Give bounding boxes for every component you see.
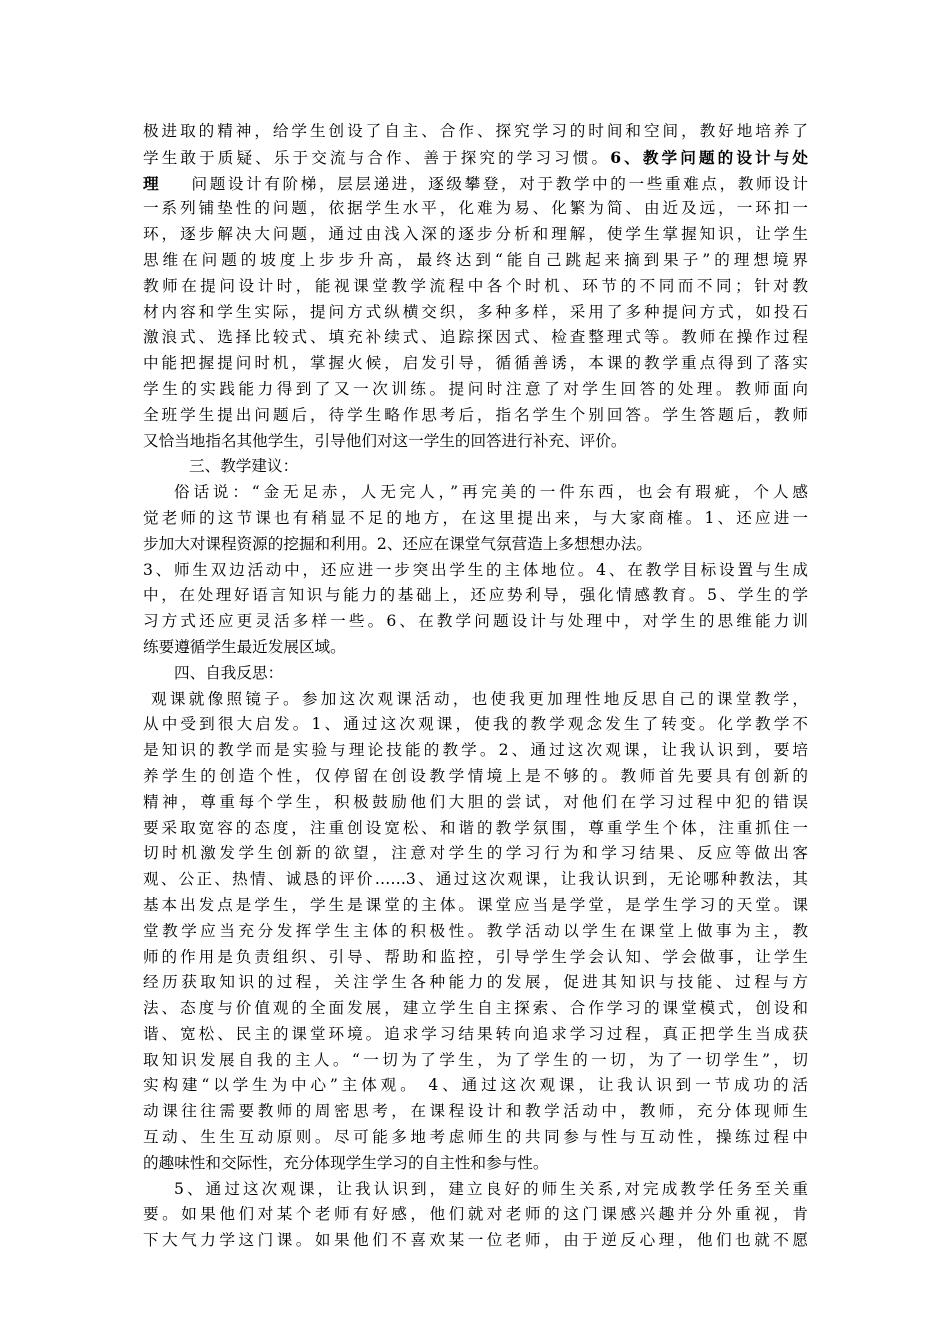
text-line <box>143 454 808 480</box>
text-line <box>143 764 808 790</box>
text-fragment: 精神，尊重每个学生，积极鼓励他们大胆的尝试，对他们在学习过程中犯的错误 <box>143 792 808 811</box>
text-fragment: 环，逐步解决大问题，通过由浅入深的逐步分析和理解，使学生掌握知识，让学生 <box>143 225 808 244</box>
text-line <box>143 661 808 687</box>
text-fragment: 互动、生生互动原则。尽可能多地考虑师生的共同参与性与互动性，操练过程中 <box>143 1128 808 1147</box>
text-fragment: 思维在问题的坡度上步步升高，最终达到“能自己跳起来摘到果子”的理想境界 <box>143 250 808 269</box>
text-fragment: 步加大对课程资源的挖掘和利用。2、还应在课堂气氛营造上多想想办法。 <box>143 534 652 553</box>
text-line <box>143 506 808 532</box>
text-fragment: 基本出发点是学生，学生是课堂的主体。课堂应当是学堂，是学生学习的天堂。课 <box>143 895 808 914</box>
text-fragment: 经历获取知识的过程，关注学生各种能力的发展，促进其知识与技能、过程与方 <box>143 973 808 992</box>
text-fragment: 学生的实践能力得到了又一次训练。提问时注意了对学生回答的处理。教师面向 <box>143 379 808 398</box>
text-fragment: 要。如果他们对某个老师有好感，他们就对老师的这门课感兴趣并分外重视，肯 <box>143 1205 808 1224</box>
text-fragment: 俗话说：“金无足赤，人无完人，”再完美的一件东西，也会有瑕疵，个人感 <box>174 483 808 502</box>
text-line <box>143 1099 808 1125</box>
text-line <box>143 1228 808 1254</box>
text-fragment: 5、通过这次观课，让我认识到，建立良好的师生关系,对完成教学任务至关重 <box>174 1179 808 1198</box>
text-line <box>143 738 808 764</box>
text-line <box>143 1151 808 1177</box>
text-line <box>143 919 808 945</box>
text-line <box>143 996 808 1022</box>
text-fragment: 的趣味性和交际性，充分体现学生学习的自主性和参与性。 <box>143 1153 549 1172</box>
text-fragment: 三、教学建议： <box>189 457 299 476</box>
text-line <box>143 970 808 996</box>
text-line <box>143 532 808 558</box>
text-line <box>143 1022 808 1048</box>
text-fragment: 觉老师的这节课也有稍显不足的地方，在这里提出来，与大家商榷。1、还应进一 <box>143 508 808 527</box>
text-fragment: 教师在提问设计时，能视课堂教学流程中各个时机、环节的不同而不同；针对教 <box>143 276 808 295</box>
text-line <box>143 196 808 222</box>
text-fragment: 一系列铺垫性的问题，依据学生水平，化难为易、化繁为简、由近及远，一环扣一 <box>143 199 808 218</box>
text-line <box>143 119 808 145</box>
text-fragment: 四、自我反思： <box>174 663 284 682</box>
text-line <box>143 248 808 274</box>
text-fragment: 观课就像照镜子。参加这次观课活动，也使我更加理性地反思自己的课堂教学， <box>151 689 808 708</box>
text-fragment: 激浪式、选择比较式、填充补续式、追踪探因式、检查整理式等。教师在操作过程 <box>143 328 808 347</box>
text-fragment: 极进取的精神，给学生创设了自主、合作、探究学习的时间和空间，教好地培养了 <box>143 122 808 140</box>
text-line <box>143 1202 808 1228</box>
text-line <box>143 945 808 971</box>
text-line <box>143 841 808 867</box>
bold-heading-fragment: 6、教学问题的设计与处 <box>610 147 808 167</box>
text-line <box>143 1073 808 1099</box>
text-line <box>143 1125 808 1151</box>
text-fragment: 取知识发展自我的主人。“一切为了学生，为了学生的一切，为了一切学生”，切 <box>143 1050 808 1069</box>
text-fragment: 堂教学应当充分发挥学生主体的积极性。教学活动以学生在课堂上做事为主，教 <box>143 921 808 940</box>
text-fragment: 3、师生双边活动中，还应进一步突出学生的主体地位。4、在教学目标设置与生成 <box>143 560 808 579</box>
text-fragment: 全班学生提出问题后，待学生略作思考后，指名学生个别回答。学生答题后，教师 <box>143 405 808 424</box>
text-fragment: 中，在处理好语言知识与能力的基础上，还应势利导，强化情感教育。5、学生的学 <box>143 586 808 605</box>
text-fragment: 中能把握提问时机，掌握火候，启发引导，循循善诱，本课的教学重点得到了落实 <box>143 354 808 373</box>
text-line <box>143 325 808 351</box>
text-fragment: 是知识的教学而是实验与理论技能的教学。2、通过这次观课，让我认识到，要培 <box>143 741 808 760</box>
text-line <box>143 222 808 248</box>
text-line <box>143 171 808 197</box>
document-body <box>143 119 808 1254</box>
text-line <box>143 429 808 455</box>
text-line <box>143 635 808 661</box>
text-line <box>143 1048 808 1074</box>
text-line <box>143 145 808 171</box>
text-fragment: 学生敢于质疑、乐于交流与合作、善于探究的学习习惯。 <box>143 148 611 167</box>
text-line <box>143 816 808 842</box>
text-line <box>143 609 808 635</box>
text-fragment: 谐、宽松、民主的课堂环境。追求学习结果转向追求学习过程，真正把学生当成获 <box>143 1024 808 1043</box>
text-line <box>143 351 808 377</box>
text-line <box>143 790 808 816</box>
text-line <box>143 480 808 506</box>
bold-heading-fragment: 理 <box>143 173 162 193</box>
text-fragment: 材内容和学生实际，提问方式纵横交织，多种多样，采用了多种提问方式，如投石 <box>143 302 808 321</box>
text-line <box>143 1177 808 1203</box>
text-line <box>143 893 808 919</box>
text-fragment: 问题设计有阶梯，层层递进，逐级攀登，对于教学中的一些重难点，教师设计 <box>161 174 808 193</box>
text-fragment: 师的作用是负责组织、引导、帮助和监控，引导学生学会认知、学会做事，让学生 <box>143 947 808 966</box>
text-line <box>143 687 808 713</box>
text-line <box>143 867 808 893</box>
text-line <box>143 558 808 584</box>
text-fragment: 要采取宽容的态度，注重创设宽松、和谐的教学氛围，尊重学生个体，注重抓住一 <box>143 818 808 837</box>
text-fragment: 实构建“以学生为中心”主体观。 4、通过这次观课，让我认识到一节成功的活 <box>143 1076 808 1095</box>
text-fragment: 动课往往需要教师的周密思考，在课程设计和教学活动中，教师，充分体现师生 <box>143 1102 808 1121</box>
text-fragment: 法、态度与价值观的全面发展，建立学生自主探索、合作学习的课堂模式，创设和 <box>143 999 808 1018</box>
text-line <box>143 583 808 609</box>
text-line <box>143 403 808 429</box>
text-line <box>143 274 808 300</box>
text-line <box>143 377 808 403</box>
text-fragment: 习方式还应更灵活多样一些。6、在教学问题设计与处理中，对学生的思维能力训 <box>143 612 808 631</box>
text-line <box>143 300 808 326</box>
text-fragment: 观、公正、热情、诚恳的评价……3、通过这次观课，让我认识到，无论哪种教法，其 <box>143 870 808 889</box>
text-fragment: 又恰当地指名其他学生，引导他们对这一学生的回答进行补充、评价。 <box>143 431 627 450</box>
text-fragment: 练要遵循学生最近发展区域。 <box>143 637 346 656</box>
text-fragment: 下大气力学这门课。如果他们不喜欢某一位老师，由于逆反心理，他们也就不愿 <box>143 1231 808 1250</box>
text-line <box>143 712 808 738</box>
text-fragment: 养学生的创造个性，仅停留在创设教学情境上是不够的。教师首先要具有创新的 <box>143 766 808 785</box>
text-fragment: 切时机激发学生创新的欲望，注意对学生的学习行为和学习结果、反应等做出客 <box>143 844 808 863</box>
text-fragment: 从中受到很大启发。1、通过这次观课，使我的教学观念发生了转变。化学教学不 <box>143 715 808 734</box>
